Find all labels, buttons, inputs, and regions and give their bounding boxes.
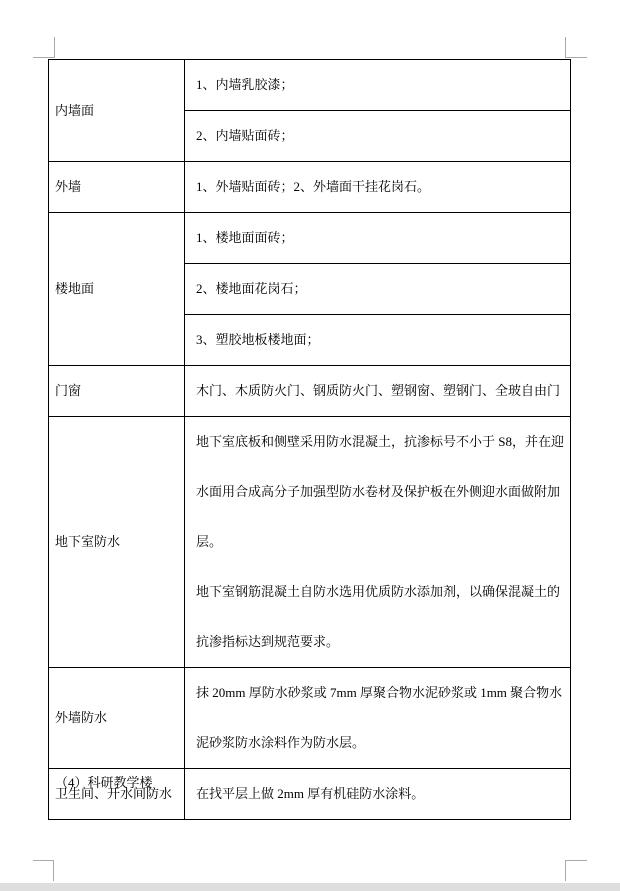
spec-paragraph: 地下室底板和侧壁采用防水混凝土，抗渗标号不小于 S8，并在迎水面用合成高分子加强型防水卷材及保护板在外侧迎水面做附加层。 <box>196 434 564 549</box>
margin-mark-bottom-left-icon <box>33 860 54 881</box>
margin-mark-top-left-icon <box>33 37 55 58</box>
table-row <box>49 162 571 213</box>
spec-cell: 1、外墙贴面砖；2、外墙面干挂花岗石。 <box>185 162 571 213</box>
spec-cell: 2、楼地面花岗石； <box>185 264 571 315</box>
spec-cell: 在找平层上做 2mm 厚有机硅防水涂料。 <box>185 769 571 820</box>
spec-cell: 2、内墙贴面砖； <box>185 111 571 162</box>
category-cell-floor: 楼地面 <box>49 213 185 366</box>
finishes-spec-table <box>48 59 571 820</box>
table-row <box>49 417 571 668</box>
table-row <box>49 668 571 769</box>
category-cell-interior-wall: 内墙面 <box>49 60 185 162</box>
category-cell-doors-windows: 门窗 <box>49 366 185 417</box>
category-cell-exterior-wall-waterproofing: 外墙防水 <box>49 668 185 769</box>
category-cell-basement-waterproofing: 地下室防水 <box>49 417 185 668</box>
page-bottom-boundary <box>0 883 620 891</box>
margin-mark-bottom-right-icon <box>565 860 587 881</box>
spec-paragraph: 地下室钢筋混凝土自防水选用优质防水添加剂，以确保混凝土的抗渗指标达到规范要求。 <box>196 584 561 649</box>
spec-cell: 3、塑胶地板楼地面； <box>185 315 571 366</box>
spec-cell: 1、楼地面面砖； <box>185 213 571 264</box>
spec-cell: 木门、木质防火门、钢质防火门、塑钢窗、塑钢门、全玻自由门 <box>185 366 571 417</box>
category-cell-restroom-waterproofing: 卫生间、开水间防水 <box>49 769 185 820</box>
table-row <box>49 60 571 111</box>
spec-cell: 抹 20mm 厚防水砂浆或 7mm 厚聚合物水泥砂浆或 1mm 聚合物水泥砂浆防水涂料作为防水层。 <box>185 668 571 769</box>
spec-cell <box>185 417 571 668</box>
section-note: （4）科研教学楼 <box>55 775 153 790</box>
category-cell-exterior-wall: 外墙 <box>49 162 185 213</box>
table-row <box>49 213 571 264</box>
table-row <box>49 366 571 417</box>
spec-cell: 1、内墙乳胶漆； <box>185 60 571 111</box>
margin-mark-top-right-icon <box>565 37 587 58</box>
